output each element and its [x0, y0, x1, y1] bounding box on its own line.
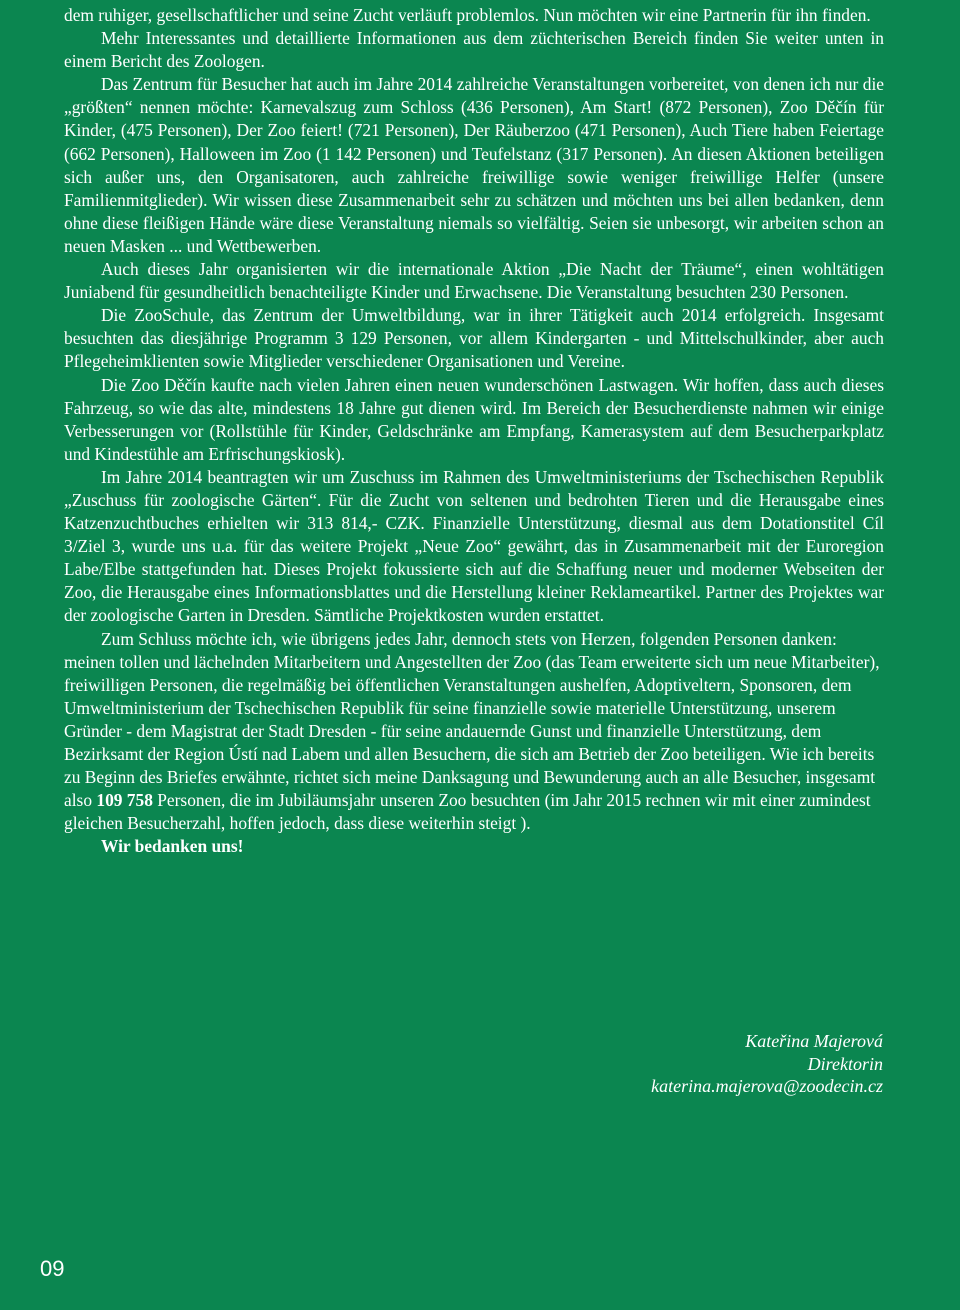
closing-text-start: Zum Schluss möchte ich, wie übrigens jedes Jahr, dennoch stets von Herzen, folgenden Personen danken: meinen tollen und lächelnden Mitarbeitern und Angestellten der Zoo (das Team erweiterte sich um neue Mitarbeiter), freiwilligen Personen, die regelmäßig bei öffentlichen Veranstaltungen aushelfen, Adoptiveltern, Sponsoren, dem Umweltministerium der Tschechischen Republik für seine finanzielle sowie materielle Unterstützung, unserem Gründer - dem Magistrat der Stadt Dresden - für seine andauernde Gunst und finanzielle Unterstützung, dem Bezirksamt der Region Ústí nad Labem und allen Besuchern, die sich am Betrieb der Zoo beteiligen. Wie ich bereits zu Beginn des Briefes erwähnte, richtet sich meine Danksagung und Bewunderung auch an alle Besucher, insgesamt also — [64, 628, 880, 811]
signature-block — [651, 1030, 883, 1098]
thanks-line: Wir bedanken uns! — [101, 836, 244, 857]
paragraph-intro-continued: dem ruhiger, gesellschaftlicher und seine Zucht verläuft problemlos. Nun möchten wir eine Partnerin für ihn finden. — [64, 5, 871, 25]
signature-email: katerina.majerova@zoodecin.cz — [651, 1076, 883, 1096]
paragraph-zooschule: Die ZooSchule, das Zentrum der Umweltbildung, war in ihrer Tätigkeit auch 2014 erfolgreich. Insgesamt besuchten das diesjährige Programm 3 129 Personen, vor allem Kindergarten - und Mittelschulkinder, aber auch Pflegeheimklienten sowie Mitglieder verschiedener Organisationen und Vereine. — [64, 305, 884, 372]
signature-role: Direktorin — [807, 1053, 883, 1074]
letter-body — [64, 4, 884, 858]
signature-name: Kateřina Majerová — [745, 1031, 883, 1051]
paragraph-night-of-dreams: Auch dieses Jahr organisierten wir die internationale Aktion „Die Nacht der Träume“, einen wohltätigen Juniabend für gesundheitlich benachteiligte Kinder und Erwachsene. Die Veranstaltung besuchten 230 Personen. — [64, 259, 884, 303]
paragraph-visitor-events: Das Zentrum für Besucher hat auch im Jahre 2014 zahlreiche Veranstaltungen vorbereitet, von denen ich nur die „größten“ nennen möchte: Karnevalszug zum Schloss (436 Personen), Am Start! (872 Personen), Zoo Děčín für Kinder, (475 Personen), Der Zoo feiert! (721 Personen), Der Räuberzoo (471 Personen), Auch Tiere haben Feiertage (662 Personen), Halloween im Zoo (1 142 Personen) und Teufelstanz (317 Personen). An diesen Aktionen beteiligen sich außer uns, den Organisatoren, auch zahlreiche freiwillige sowie weniger freiwillige Helfer (unsere Familienmitglieder). Wir wissen diese Zusammenarbeit sehr zu schätzen und möchten uns bei allen bedanken, denn ohne diese fleißigen Hände wäre diese Veranstaltung niemals so vielfältig. Seien sie unbesorgt, wir arbeiten schon an neuen Masken ... und Wettbewerben. — [64, 74, 884, 256]
closing-text-end: Personen, die im Jubiläumsjahr unseren Zoo besuchten (im Jahr 2015 rechnen wir mit einer zumindest gleichen Besucherzahl, hoffen jedoch, dass diese weiterhin steigt ). — [64, 790, 871, 834]
page-number: 09 — [40, 1256, 65, 1281]
paragraph-zoologist-report: Mehr Interessantes und detaillierte Informationen aus dem züchterischen Bereich finden Sie weiter unten in einem Bericht des Zoologen. — [64, 28, 884, 72]
visitor-count: 109 758 — [96, 790, 153, 811]
paragraph-subsidies: Im Jahre 2014 beantragten wir um Zuschuss im Rahmen des Umweltministeriums der Tschechischen Republik „Zuschuss für zoologische Gärten“. Für die Zucht von seltenen und bedrohten Tieren und die Herausgabe eines Katzenzuchtbuches erhielten wir 313 814,- CZK. Finanzielle Unterstützung, diesmal aus dem Dotationstitel Cíl 3/Ziel 3, wurde uns u.a. für das weitere Projekt „Neue Zoo“ gewährt, das in Zusammenarbeit mit der Euroregion Labe/Elbe stattgefunden hat. Dieses Projekt fokussierte sich auf die Schaffung neuer und moderner Webseiten der Zoo, die Herausgabe eines Informationsblattes und die Herstellung kleiner Reklameartikel. Partner des Projektes war der zoologische Garten in Dresden. Sämtliche Projektkosten wurden erstattet. — [64, 466, 884, 626]
paragraph-closing-thanks — [64, 628, 884, 836]
paragraph-truck: Die Zoo Děčín kaufte nach vielen Jahren einen neuen wunderschönen Lastwagen. Wir hoffen, dass auch dieses Fahrzeug, so wie das alte, mindestens 18 Jahre gut dienen wird. Im Bereich der Besucherdienste nahmen wir einige Verbesserungen vor (Rollstühle für Kinder, Geldschränke am Empfang, Kamerasystem auf dem Besucherparkplatz und Kindestühle am Erfrischungskiosk). — [64, 374, 884, 464]
